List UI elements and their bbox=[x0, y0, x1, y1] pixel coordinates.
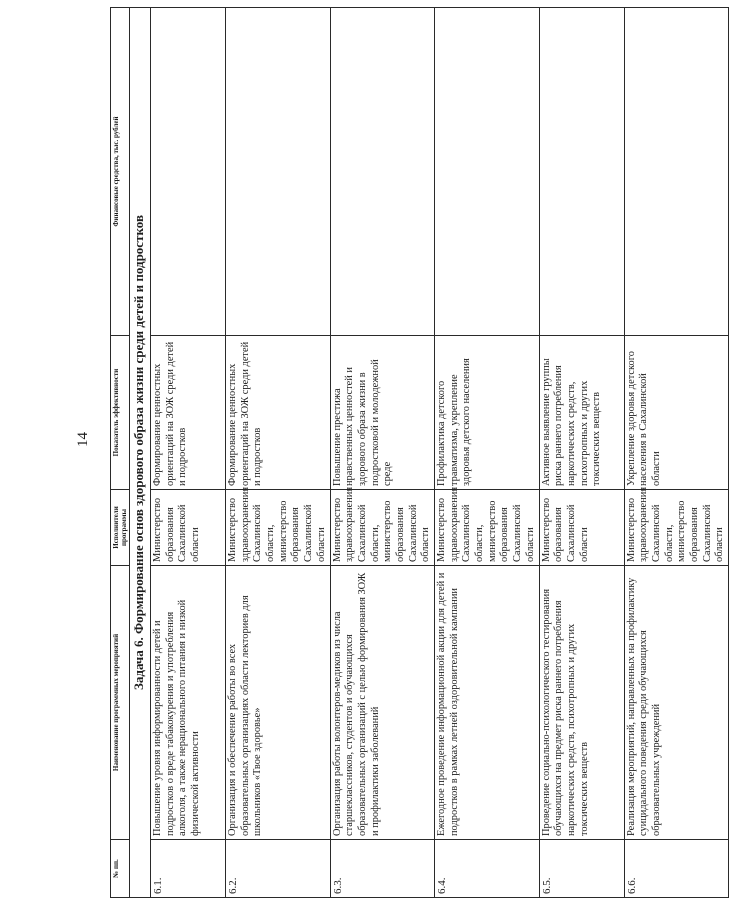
row-number: 6.2. bbox=[226, 840, 331, 898]
rotated-page bbox=[110, 8, 726, 898]
row-indicator: Формирование ценностных ориентаций на ЗОЖ среди детей и подростков bbox=[226, 336, 331, 490]
row-indicator: Формирование ценностных ориентаций на ЗОЖ среди детей и подростков bbox=[151, 336, 226, 490]
section-row bbox=[130, 8, 151, 898]
row-name: Повышение уровня информированности детей и подростков о вреде табакокурения и употребления алкоголя, а также нерационального питания и низкой физической активности bbox=[151, 566, 226, 840]
header-executors: Исполнители программы bbox=[111, 490, 130, 566]
row-name: Проведение социально-психологического тестирования обучающихся на предмет риска раннего потребления наркотических средств, психотропных и других токсических веществ bbox=[539, 566, 624, 840]
row-executors: Министерство здравоохранения Сахалинской области, министерство образования Сахалинской области bbox=[226, 490, 331, 566]
row-funds bbox=[624, 8, 729, 336]
row-number: 6.5. bbox=[539, 840, 624, 898]
row-indicator: Укрепление здоровья детского населения в Сахалинской области bbox=[624, 336, 729, 490]
row-indicator: Профилактика детского травматизма, укрепление здоровья детского населения bbox=[435, 336, 540, 490]
header-num: № пп. bbox=[111, 840, 130, 898]
row-funds bbox=[435, 8, 540, 336]
table-row bbox=[330, 8, 435, 898]
row-executors: Министерство образования Сахалинской области bbox=[151, 490, 226, 566]
table-row bbox=[435, 8, 540, 898]
row-name: Организация и обеспечение работы во всех образовательных организациях области лекториев для школьников «Твое здоровье» bbox=[226, 566, 331, 840]
row-executors: Министерство здравоохранения Сахалинской области, министерство образования Сахалинской области bbox=[624, 490, 729, 566]
table-row bbox=[624, 8, 729, 898]
row-indicator: Повышение престижа нравственных ценностей и здорового образа жизни в подростковой и молодежной среде bbox=[330, 336, 435, 490]
row-number: 6.6. bbox=[624, 840, 729, 898]
row-funds bbox=[226, 8, 331, 336]
row-executors: Министерство здравоохранения Сахалинской области, министерство образования Сахалинской области bbox=[435, 490, 540, 566]
header-funds: Финансовые средства, тыс. рублей bbox=[111, 8, 130, 336]
row-funds bbox=[330, 8, 435, 336]
page-number: 14 bbox=[74, 431, 91, 447]
row-executors: Министерство образования Сахалинской области bbox=[539, 490, 624, 566]
row-funds bbox=[151, 8, 226, 336]
row-executors: Министерство здравоохранения Сахалинской области, министерство образования Сахалинской области bbox=[330, 490, 435, 566]
row-name: Ежегодное проведение информационной акции для детей и подростков в рамках летней оздоровительной кампании bbox=[435, 566, 540, 840]
program-table bbox=[110, 7, 729, 898]
row-name: Организация работы волонтеров-медиков из числа старшеклассников, студентов и обучающихся образовательных организаций с целью формирования ЗОЖ и профилактики заболеваний bbox=[330, 566, 435, 840]
table-header-row bbox=[111, 8, 130, 898]
header-indicator: Показатель эффективности bbox=[111, 336, 130, 490]
row-indicator: Активное выявление группы риска раннего потребления наркотических средств, психотропных и других токсических веществ bbox=[539, 336, 624, 490]
row-name: Реализация мероприятий, направленных на профилактику суицидального поведения среди обучающихся образовательных учреждений bbox=[624, 566, 729, 840]
table-row bbox=[226, 8, 331, 898]
row-funds bbox=[539, 8, 624, 336]
row-number: 6.1. bbox=[151, 840, 226, 898]
section-title: Задача 6. Формирование основ здорового образа жизни среди детей и подростков bbox=[130, 8, 151, 898]
row-number: 6.3. bbox=[330, 840, 435, 898]
table-row bbox=[539, 8, 624, 898]
table-row bbox=[151, 8, 226, 898]
header-name: Наименование программных мероприятий bbox=[111, 566, 130, 840]
row-number: 6.4. bbox=[435, 840, 540, 898]
